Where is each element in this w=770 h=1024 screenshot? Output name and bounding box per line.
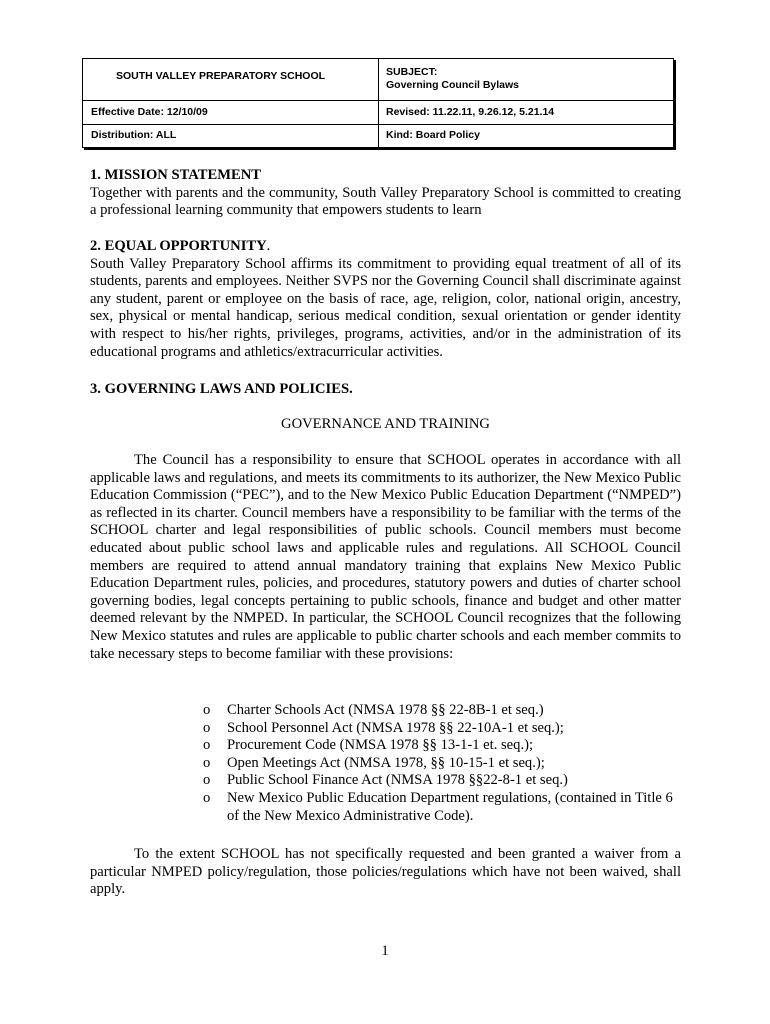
effective-date: Effective Date: 12/10/09 — [91, 106, 208, 118]
list-item-text: Charter Schools Act (NMSA 1978 §§ 22-8B-1 et seq.) — [227, 702, 544, 718]
list-item-text: School Personnel Act (NMSA 1978 §§ 22-10A-1 et seq.); — [227, 719, 564, 736]
governing-laws-section — [90, 381, 681, 399]
bullet-marker: o — [203, 702, 211, 718]
governing-laws-title: 3. GOVERNING LAWS AND POLICIES. — [90, 381, 353, 397]
list-item — [203, 720, 683, 738]
policy-kind: Kind: Board Policy — [386, 129, 480, 141]
policy-header-table — [82, 58, 674, 148]
bullet-marker: o — [203, 789, 211, 806]
list-item — [203, 755, 683, 773]
bullet-marker: o — [203, 737, 211, 754]
governance-body: The Council has a responsibility to ensure that SCHOOL operates in accordance with all applicable laws and regulations, and meets its commitments to its authorizer, the New Mexico Public Education Commission (“PEC”), and to the New Mexico Public Education Department (“NMPED”) as reflected in its charter. Council members have a responsibility to be familiar with the terms of the SCHOOL charter and legal responsibilities of public schools. Council members must become educated about public school laws and applicable rules and regulations. All SCHOOL Council members are required to attend annual mandatory training that explains New Mexico Public Education Department rules, policies, and procedures, statutory powers and duties of charter school governing bodies, legal concepts pertaining to public schools, finance and budget and other matter deemed relevant by the NMPED. In particular, the SCHOOL Council recognizes that the following New Mexico statutes and rules are applicable to public charter schools and each member commits to take necessary steps to become familiar with these provisions: — [90, 452, 681, 662]
list-item-text: New Mexico Public Education Department regulations, (contained in Title 6 of the New Mexico Administrative Code). — [227, 789, 673, 824]
subject-value: Governing Council Bylaws — [386, 79, 520, 91]
equal-opportunity-section — [90, 238, 681, 361]
list-item — [203, 737, 683, 755]
list-item-text: Public School Finance Act (NMSA 1978 §§22-8-1 et seq.) — [227, 772, 568, 789]
equal-opportunity-title — [90, 238, 681, 256]
header-row-dates — [83, 100, 673, 125]
list-item-text: Open Meetings Act (NMSA 1978, §§ 10-15-1 et seq.); — [227, 754, 545, 771]
list-item — [203, 702, 683, 720]
school-name: SOUTH VALLEY PREPARATORY SCHOOL — [116, 70, 326, 82]
equal-title-text: 2. EQUAL OPPORTUNITY — [90, 238, 267, 254]
governance-heading: GOVERNANCE AND TRAINING — [281, 416, 490, 432]
mission-section — [90, 167, 681, 220]
subject-cell — [386, 66, 519, 92]
mission-title: 1. MISSION STATEMENT — [90, 167, 261, 183]
page-number: 1 — [381, 943, 389, 959]
list-item — [203, 790, 683, 825]
statute-list — [203, 702, 683, 825]
revised-dates: Revised: 11.22.11, 9.26.12, 5.21.14 — [386, 106, 555, 118]
bullet-marker: o — [203, 719, 211, 736]
list-item-text: Procurement Code (NMSA 1978 §§ 13-1-1 et. seq.); — [227, 737, 534, 754]
waiver-block — [90, 846, 681, 899]
distribution: Distribution: ALL — [91, 129, 177, 141]
header-row-distribution — [83, 124, 673, 147]
subject-label: SUBJECT: — [386, 66, 438, 78]
header-row-school — [83, 59, 673, 101]
equal-title-punct: . — [266, 238, 271, 254]
list-item — [203, 772, 683, 790]
waiver-body: To the extent SCHOOL has not specifically requested and been granted a waiver from a particular NMPED policy/regulation, those policies/regulations which have not been waived, shall apply. — [90, 846, 681, 898]
mission-body: Together with parents and the community, South Valley Preparatory School is committed to creating a professional learning community that empowers students to learn — [90, 184, 681, 219]
bullet-marker: o — [203, 754, 211, 771]
governance-body-block — [90, 452, 681, 663]
bullet-marker: o — [203, 772, 211, 789]
equal-opportunity-body: South Valley Preparatory School affirms its commitment to providing equal treatment of all of its students, parents and employees. Neither SVPS nor the Governing Council shall discriminate against any student, parent or employee on the basis of race, age, religion, color, national origin, ancestry, sex, physical or mental handicap, serious medical condition, sexual orientation or gender identity with respect to his/her rights, privileges, programs, activities, and/or in the administration of its educational programs and athletics/extracurricular activities. — [90, 255, 681, 360]
